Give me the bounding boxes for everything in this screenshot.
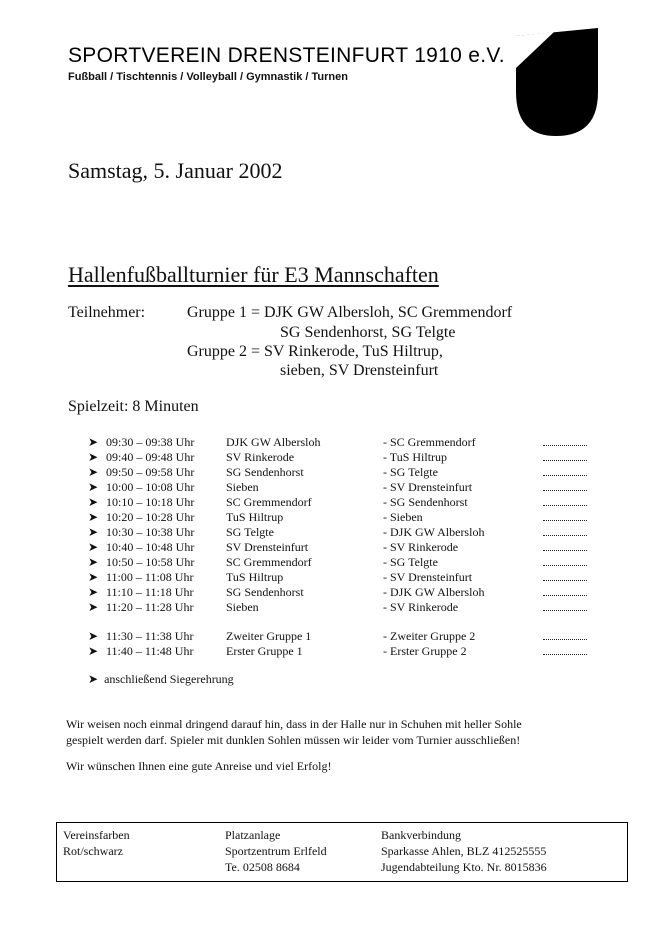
arrowhead-bullet-icon: ➤ xyxy=(88,585,99,599)
result-blank xyxy=(543,520,587,521)
match-time: 11:40 – 11:48 Uhr xyxy=(106,644,194,658)
arrowhead-bullet-icon: ➤ xyxy=(88,465,99,479)
home-team: SC Gremmendorf xyxy=(226,495,312,509)
venue-info xyxy=(225,827,327,875)
colors-label: Vereinsfarben xyxy=(63,828,130,842)
away-team: - Zweiter Gruppe 2 xyxy=(383,629,476,643)
arrowhead-bullet-icon: ➤ xyxy=(88,435,99,449)
bank-line1: Sparkasse Ahlen, BLZ 412525555 xyxy=(381,844,547,858)
footer-info-box xyxy=(56,822,628,882)
match-row xyxy=(88,435,608,450)
match-time: 10:30 – 10:38 Uhr xyxy=(106,525,195,539)
colors-value: Rot/schwarz xyxy=(63,844,123,858)
arrowhead-bullet-icon: ➤ xyxy=(88,629,99,643)
away-team: - SV Drensteinfurt xyxy=(383,480,473,494)
match-time: 10:50 – 10:58 Uhr xyxy=(106,555,195,569)
away-team: - SV Rinkerode xyxy=(383,540,459,554)
club-colors xyxy=(63,827,130,859)
match-row xyxy=(88,629,608,644)
result-blank xyxy=(543,475,587,476)
match-row xyxy=(88,570,608,585)
club-name: SPORTVEREIN DRENSTEINFURT 1910 e.V. xyxy=(68,44,505,67)
match-time: 10:20 – 10:28 Uhr xyxy=(106,510,195,524)
match-row xyxy=(88,465,608,480)
bank-label: Bankverbindung xyxy=(381,828,461,842)
notice-line1: Wir weisen noch einmal dringend darauf hin, dass in der Halle nur in Schuhen mit heller Sohle xyxy=(66,717,522,731)
club-crest-icon xyxy=(514,28,598,136)
group2-line1: Gruppe 2 = SV Rinkerode, TuS Hiltrup, xyxy=(187,343,443,360)
match-row xyxy=(88,644,608,659)
away-team: - SG Telgte xyxy=(383,465,438,479)
arrowhead-bullet-icon: ➤ xyxy=(88,555,99,569)
result-blank xyxy=(543,610,587,611)
ceremony-text: anschließend Siegerehrung xyxy=(104,672,234,686)
arrowhead-bullet-icon: ➤ xyxy=(88,480,99,494)
arrowhead-bullet-icon: ➤ xyxy=(88,600,99,614)
result-blank xyxy=(543,654,587,655)
result-blank xyxy=(543,445,587,446)
match-time: 10:10 – 10:18 Uhr xyxy=(106,495,195,509)
arrowhead-bullet-icon: ➤ xyxy=(88,450,99,464)
match-time: 09:40 – 09:48 Uhr xyxy=(106,450,195,464)
tournament-title: Hallenfußballturnier für E3 Mannschaften xyxy=(68,262,439,287)
arrowhead-bullet-icon: ➤ xyxy=(88,644,99,658)
home-team: TuS Hiltrup xyxy=(226,570,284,584)
home-team: SG Sendenhorst xyxy=(226,585,304,599)
away-team: - TuS Hiltrup xyxy=(383,450,448,464)
match-time: 11:00 – 11:08 Uhr xyxy=(106,570,194,584)
match-time: 10:00 – 10:08 Uhr xyxy=(106,480,195,494)
match-row xyxy=(88,555,608,570)
result-blank xyxy=(543,565,587,566)
result-blank xyxy=(543,490,587,491)
arrowhead-bullet-icon: ➤ xyxy=(88,570,99,584)
bank-line2: Jugendabteilung Kto. Nr. 8015836 xyxy=(381,860,547,874)
arrowhead-bullet-icon: ➤ xyxy=(88,525,99,539)
match-time: 11:10 – 11:18 Uhr xyxy=(106,585,194,599)
result-blank xyxy=(543,580,587,581)
arrowhead-bullet-icon: ➤ xyxy=(88,672,99,686)
away-team: - DJK GW Albersloh xyxy=(383,525,485,539)
match-time: 11:20 – 11:28 Uhr xyxy=(106,600,194,614)
result-blank xyxy=(543,550,587,551)
result-blank xyxy=(543,460,587,461)
result-blank xyxy=(543,505,587,506)
home-team: Sieben xyxy=(226,600,259,614)
home-team: Zweiter Gruppe 1 xyxy=(226,629,312,643)
home-team: SG Sendenhorst xyxy=(226,465,304,479)
away-team: - Sieben xyxy=(383,510,423,524)
away-team: - SC Gremmendorf xyxy=(383,435,476,449)
match-row xyxy=(88,600,608,615)
match-time: 09:30 – 09:38 Uhr xyxy=(106,435,195,449)
result-blank xyxy=(543,535,587,536)
result-blank xyxy=(543,639,587,640)
venue-phone: Te. 02508 8684 xyxy=(225,860,300,874)
away-team: - SG Sendenhorst xyxy=(383,495,468,509)
match-row xyxy=(88,585,608,600)
home-team: Erster Gruppe 1 xyxy=(226,644,303,658)
home-team: SV Drensteinfurt xyxy=(226,540,309,554)
home-team: SG Telgte xyxy=(226,525,274,539)
home-team: SV Rinkerode xyxy=(226,450,295,464)
match-row xyxy=(88,510,608,525)
home-team: TuS Hiltrup xyxy=(226,510,284,524)
match-row xyxy=(88,495,608,510)
arrowhead-bullet-icon: ➤ xyxy=(88,540,99,554)
club-sports: Fußball / Tischtennis / Volleyball / Gymnastik / Turnen xyxy=(68,71,348,83)
home-team: Sieben xyxy=(226,480,259,494)
match-row xyxy=(88,525,608,540)
arrowhead-bullet-icon: ➤ xyxy=(88,510,99,524)
away-team: - SG Telgte xyxy=(383,555,438,569)
away-team: - Erster Gruppe 2 xyxy=(383,644,467,658)
match-time: 10:40 – 10:48 Uhr xyxy=(106,540,195,554)
match-row xyxy=(88,450,608,465)
group2-line2: sieben, SV Drensteinfurt xyxy=(280,362,439,379)
arrowhead-bullet-icon: ➤ xyxy=(88,495,99,509)
home-team: DJK GW Albersloh xyxy=(226,435,321,449)
event-date: Samstag, 5. Januar 2002 xyxy=(68,158,283,183)
match-row xyxy=(88,540,608,555)
bank-info xyxy=(381,827,547,875)
away-team: - DJK GW Albersloh xyxy=(383,585,485,599)
venue-name: Sportzentrum Erlfeld xyxy=(225,844,327,858)
closing-text: Wir wünschen Ihnen eine gute Anreise und viel Erfolg! xyxy=(66,759,332,773)
notice-line2: gespielt werden darf. Spieler mit dunklen Sohlen müssen wir leider vom Turnier ausschließen! xyxy=(66,733,521,747)
playtime: Spielzeit: 8 Minuten xyxy=(68,398,199,415)
home-team: SC Gremmendorf xyxy=(226,555,312,569)
group1-line2: SG Sendenhorst, SG Telgte xyxy=(280,324,456,341)
match-row xyxy=(88,480,608,495)
group1-line1: Gruppe 1 = DJK GW Albersloh, SC Gremmendorf xyxy=(187,304,513,321)
match-time: 09:50 – 09:58 Uhr xyxy=(106,465,195,479)
participants-label: Teilnehmer: xyxy=(68,304,146,321)
away-team: - SV Rinkerode xyxy=(383,600,459,614)
match-time: 11:30 – 11:38 Uhr xyxy=(106,629,194,643)
result-blank xyxy=(543,595,587,596)
ceremony-line xyxy=(88,672,234,687)
away-team: - SV Drensteinfurt xyxy=(383,570,473,584)
venue-label: Platzanlage xyxy=(225,828,281,842)
